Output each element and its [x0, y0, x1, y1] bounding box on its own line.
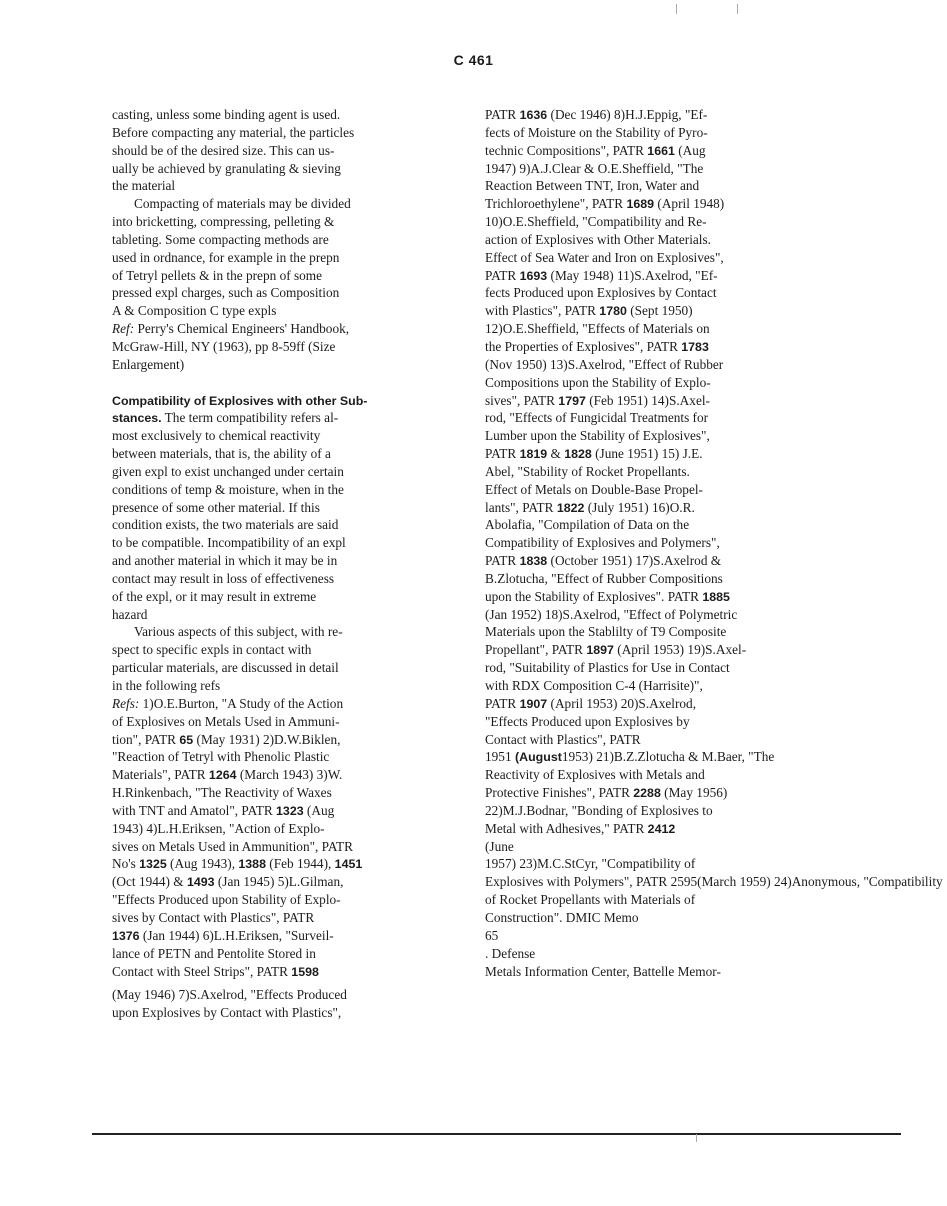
- text-line: pressed expl charges, such as Composition: [112, 285, 340, 301]
- ref-text: Metal with Adhesives," PATR: [485, 820, 648, 836]
- patr-number: 1323: [276, 803, 304, 818]
- patr-number: 2412: [647, 821, 676, 836]
- ref-text: lants", PATR: [485, 499, 557, 515]
- text-line: to be compatible. Incompatibility of an expl: [112, 535, 346, 551]
- ref-text: No's: [112, 856, 140, 872]
- ref-text: B.Zlotucha, "Effect of Rubber Compositions: [485, 570, 723, 586]
- ref-text: 1943) 4)L.H.Eriksen, "Action of Explo-: [112, 820, 325, 836]
- text-line: into bricketting, compressing, pelleting &: [112, 214, 335, 230]
- ref-text: Abel, "Stability of Rocket Propellants.: [485, 463, 690, 479]
- ref-text: (June: [485, 838, 514, 854]
- refs-label: Refs:: [112, 695, 140, 711]
- ref-text: (July 1951) 16)O.R.: [584, 499, 695, 515]
- text-line: Compacting of materials may be divided: [134, 196, 351, 212]
- ref-text: fects of Moisture on the Stability of Pyro-: [485, 124, 708, 140]
- section-heading-cont: stances.: [112, 411, 162, 426]
- ref-text: (Nov 1950) 13)S.Axelrod, "Effect of Rubber: [485, 356, 724, 372]
- patr-number: 1689: [626, 197, 655, 212]
- page-header: C 461: [453, 52, 494, 68]
- patr-number: 1376: [112, 928, 140, 943]
- text-line: in the following refs: [112, 678, 221, 693]
- ref-text: "Effects Produced upon Stability of Explo-: [112, 892, 341, 908]
- ref-text: upon the Stability of Explosives". PATR: [485, 588, 703, 604]
- ref-text: Trichloroethylene", PATR: [485, 196, 627, 212]
- ref-text: (Sept 1950): [626, 303, 693, 319]
- ref-text: H.Rinkenbach, "The Reactivity of Waxes: [112, 785, 332, 801]
- ref-text: sives on Metals Used in Ammunition", PATR: [112, 838, 353, 854]
- ref-text: 22)M.J.Bodnar, "Bonding of Explosives to: [485, 802, 713, 818]
- ref-text: (Aug: [303, 802, 335, 818]
- patr-number: 1493: [186, 875, 215, 890]
- right-column: [485, 106, 943, 980]
- ref-text: PATR: [485, 107, 520, 122]
- ref-text: Metals Information Center, Battelle Memor-: [485, 963, 721, 979]
- ref-text: Materials upon the Stablilty of T9 Composite: [485, 624, 727, 640]
- ref-text: 65: [485, 927, 499, 943]
- text-line: the material: [112, 178, 176, 194]
- patr-number: (August: [511, 750, 562, 765]
- ref-text: of Rocket Propellants with Materials of: [485, 892, 696, 908]
- ref-text: Reaction Between TNT, Iron, Water and: [485, 178, 700, 194]
- ref-text: (May 1948) 11)S.Axelrod, "Ef-: [547, 267, 718, 283]
- ref-text: (Jan 1944) 6)L.H.Eriksen, "Surveil-: [139, 927, 334, 943]
- references-list: [112, 695, 432, 1022]
- text-line: A & Composition C type expls: [112, 303, 277, 319]
- ref-text: fects Produced upon Explosives by Contact: [485, 285, 717, 301]
- ref-text: 12)O.E.Sheffield, "Effects of Materials on: [485, 321, 710, 337]
- text-line: casting, unless some binding agent is used.: [112, 107, 341, 122]
- patr-number: 1388: [238, 857, 266, 872]
- ref-text: (May 1956): [660, 785, 728, 801]
- text-line: of Tetryl pellets & in the prepn of some: [112, 267, 323, 283]
- text-line: Perry's Chemical Engineers' Handbook,: [134, 321, 350, 337]
- scan-mark: [696, 1134, 697, 1142]
- text-line: should be of the desired size. This can us-: [112, 142, 335, 158]
- ref-text: Contact with Plastics", PATR: [485, 731, 641, 747]
- ref-text: Contact with Steel Strips", PATR: [112, 963, 292, 979]
- patr-number: 1907: [519, 696, 548, 711]
- scan-mark: [737, 4, 738, 14]
- ref-text: Compatibility of Explosives and Polymers",: [485, 535, 720, 551]
- ref-text: 1951: [485, 749, 512, 765]
- ref-text: Lumber upon the Stability of Explosives",: [485, 428, 710, 444]
- ref-text: 1957) 23)M.C.StCyr, "Compatibility of: [485, 856, 696, 872]
- ref-text: (May 1931) 2)D.W.Biklen,: [193, 731, 341, 747]
- ref-text: 1947) 9)A.J.Clear & O.E.Sheffield, "The: [485, 160, 704, 176]
- ref-text: of Explosives on Metals Used in Ammuni-: [112, 713, 340, 729]
- patr-number: 1325: [139, 857, 167, 872]
- ref-text: (Dec 1946) 8)H.J.Eppig, "Ef-: [547, 107, 708, 122]
- ref-text: Explosives with Polymers", PATR: [485, 874, 671, 890]
- ref-text: (Aug 1943),: [166, 856, 239, 872]
- ref-text: (Jan 1945) 5)L.Gilman,: [214, 874, 344, 890]
- text-line: and another material in which it may be in: [112, 553, 338, 569]
- ref-text: Effect of Sea Water and Iron on Explosives",: [485, 249, 724, 265]
- patr-number: 1822: [556, 500, 585, 515]
- paragraph: [112, 623, 432, 694]
- ref-text: with Plastics", PATR: [485, 303, 600, 319]
- patr-number: 1451: [334, 857, 363, 872]
- ref-text: . Defense: [485, 945, 536, 961]
- text-line: spect to specific expls in contact with: [112, 642, 312, 658]
- patr-number: 2288: [633, 786, 661, 801]
- ref-text: (May 1946) 7)S.Axelrod, "Effects Produced: [112, 987, 347, 1003]
- patr-number: 1885: [702, 589, 730, 604]
- reference: [112, 320, 432, 374]
- ref-text: (June 1951) 15) J.E.: [591, 446, 703, 462]
- text-line: Before compacting any material, the particles: [112, 124, 355, 140]
- ref-text: the Properties of Explosives", PATR: [485, 338, 682, 354]
- ref-text: (October 1951) 17)S.Axelrod &: [547, 553, 722, 569]
- ref-text: (March 1943) 3)W.: [236, 767, 343, 783]
- ref-text: with RDX Composition C-4 (Harrisite)",: [485, 678, 703, 693]
- ref-text: (March 1959) 24)Anonymous, "Compatibility: [697, 874, 943, 890]
- patr-number: 1693: [519, 268, 548, 283]
- ref-text: 2595: [670, 874, 698, 890]
- patr-number: 1598: [291, 964, 319, 979]
- text-line: given expl to exist unchanged under certain: [112, 463, 344, 479]
- ref-text: (Oct 1944) &: [112, 874, 187, 890]
- patr-number: 1838: [519, 554, 548, 569]
- ref-text: (Aug: [674, 142, 706, 158]
- ref-text: 1953) 21)B.Z.Zlotucha & M.Baer, "The: [561, 749, 775, 765]
- text-line: Enlargement): [112, 356, 185, 372]
- left-column: [112, 106, 432, 1022]
- ref-text: Reactivity of Explosives with Metals and: [485, 767, 705, 783]
- patr-number: 65: [179, 732, 194, 747]
- ref-text: (Jan 1952) 18)S.Axelrod, "Effect of Polymetric: [485, 606, 738, 622]
- text-line: particular materials, are discussed in detail: [112, 660, 339, 676]
- footer-rule: [92, 1133, 901, 1135]
- ref-text: Protective Finishes", PATR: [485, 785, 634, 801]
- section-heading: Compatibility of Explosives with other Sub-: [112, 393, 368, 408]
- ref-text: (April 1953) 19)S.Axel-: [613, 642, 747, 658]
- ref-text: rod, "Suitability of Plastics for Use in Contact: [485, 660, 730, 676]
- patr-number: 1897: [586, 643, 614, 658]
- ref-text: "Effects Produced upon Explosives by: [485, 713, 690, 729]
- patr-number: 1780: [599, 304, 627, 319]
- text-line: condition exists, the two materials are said: [112, 517, 339, 533]
- ref-text: Propellant", PATR: [485, 642, 587, 658]
- text-line: contact may result in loss of effectiveness: [112, 570, 335, 586]
- scan-mark: [676, 4, 677, 14]
- ref-text: (Feb 1944),: [265, 856, 335, 872]
- ref-text: technic Compositions", PATR: [485, 142, 648, 158]
- text-line: McGraw-Hill, NY (1963), pp 8-59ff (Size: [112, 338, 336, 354]
- ref-text: PATR: [485, 267, 520, 283]
- text-line: used in ordnance, for example in the prepn: [112, 249, 340, 265]
- section-compatibility: [112, 392, 432, 624]
- ref-text: PATR: [485, 695, 520, 711]
- text-line: presence of some other material. If this: [112, 499, 320, 515]
- text-line: conditions of temp & moisture, when in the: [112, 481, 344, 497]
- patr-number: 1264: [208, 768, 237, 783]
- text-line: most exclusively to chemical reactivity: [112, 428, 321, 444]
- ref-text: Effect of Metals on Double-Base Propel-: [485, 481, 703, 497]
- paragraph: [112, 195, 432, 320]
- ref-text: lance of PETN and Pentolite Stored in: [112, 945, 316, 961]
- text-line: ually be achieved by granulating & sieving: [112, 160, 341, 176]
- text-line: Various aspects of this subject, with re-: [134, 624, 343, 640]
- patr-number: 1661: [647, 143, 675, 158]
- text-line: hazard: [112, 606, 148, 622]
- ref-text: action of Explosives with Other Materials.: [485, 231, 711, 247]
- ref-text: 1)O.E.Burton, "A Study of the Action: [139, 695, 344, 711]
- text-line: between materials, that is, the ability of a: [112, 446, 331, 462]
- ref-text: rod, "Effects of Fungicidal Treatments for: [485, 410, 709, 426]
- ref-text: (Feb 1951) 14)S.Axel-: [585, 392, 710, 408]
- patr-number: 1828: [564, 447, 592, 462]
- ref-text: PATR: [485, 553, 520, 569]
- ref-text: upon Explosives by Contact with Plastics",: [112, 1005, 342, 1021]
- ref-text: Abolafia, "Compilation of Data on the: [485, 517, 690, 533]
- ref-text: sives by Contact with Plastics", PATR: [112, 909, 315, 925]
- ref-text: Construction". DMIC Memo: [485, 909, 639, 925]
- ref-text: (April 1948): [654, 196, 725, 212]
- ref-text: "Reaction of Tetryl with Phenolic Plastic: [112, 749, 330, 765]
- text-line: tableting. Some compacting methods are: [112, 231, 329, 247]
- ref-label: Ref:: [112, 321, 135, 337]
- ref-text: PATR: [485, 446, 520, 462]
- ref-text: Compositions upon the Stability of Explo-: [485, 374, 711, 390]
- patr-number: 1797: [558, 393, 586, 408]
- ref-text: &: [547, 446, 565, 462]
- ref-text: 10)O.E.Sheffield, "Compatibility and Re-: [485, 214, 707, 230]
- ref-text: with TNT and Amatol", PATR: [112, 802, 277, 818]
- patr-number: 1819: [519, 447, 548, 462]
- paragraph: [112, 106, 432, 195]
- patr-number: 1783: [681, 339, 709, 354]
- ref-text: Materials", PATR: [112, 767, 209, 783]
- ref-text: tion", PATR: [112, 731, 180, 747]
- ref-text: sives", PATR: [485, 392, 559, 408]
- text-line: of the expl, or it may result in extreme: [112, 588, 317, 604]
- patr-number: 1636: [519, 108, 548, 122]
- text-line: The term compatibility refers al-: [161, 410, 339, 426]
- ref-text: (April 1953) 20)S.Axelrod,: [547, 695, 697, 711]
